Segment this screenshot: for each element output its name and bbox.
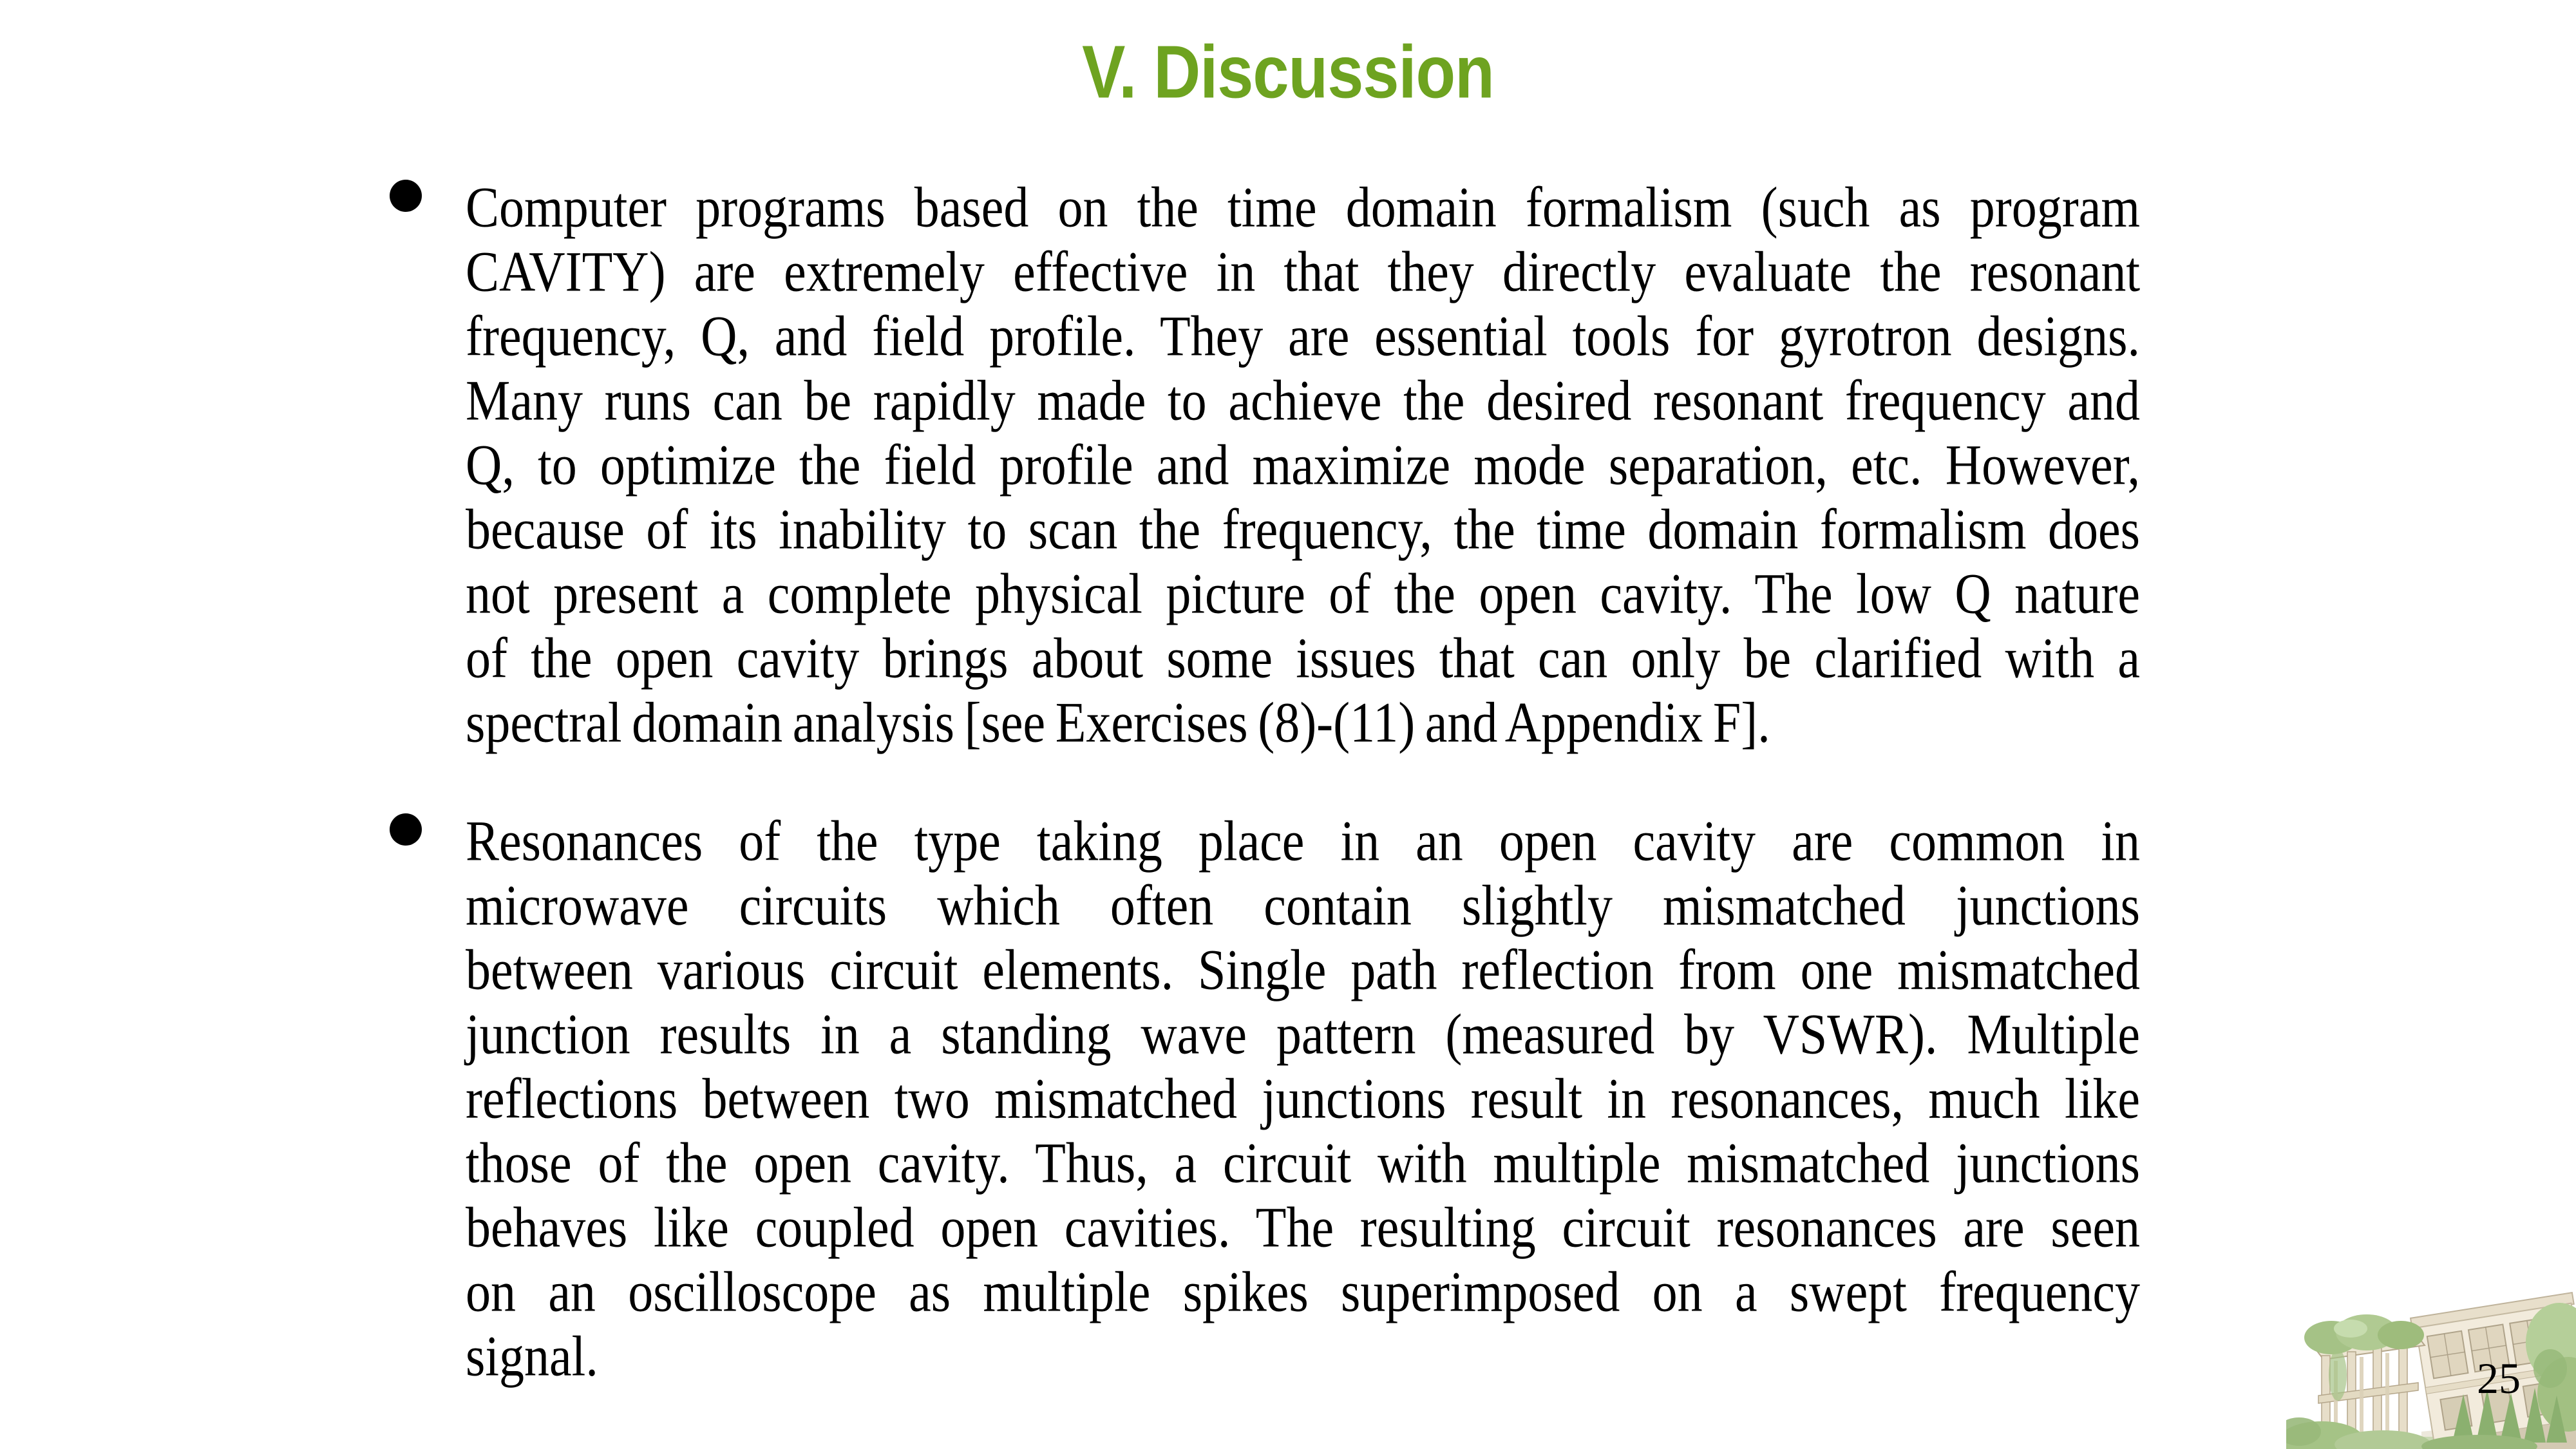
body-line: signal. bbox=[466, 1323, 598, 1388]
bullet-icon bbox=[390, 813, 422, 846]
body-line: between various circuit elements. Single path reflection from one mismatched bbox=[466, 937, 2140, 1002]
body-line: frequency, Q, and field profile. They are essential tools for gyrotron designs. bbox=[466, 303, 2140, 368]
body-line: behaves like coupled open cavities. The resulting circuit resonances are seen bbox=[466, 1195, 2140, 1260]
body-line: of the open cavity brings about some issues that can only be clarified with a bbox=[466, 625, 2140, 690]
body-line: Many runs can be rapidly made to achieve the desired resonant frequency and bbox=[466, 368, 2140, 433]
body-line: spectral domain analysis [see Exercises (8)-(11) and Appendix F]. bbox=[466, 690, 1770, 755]
body-line: Q, to optimize the field profile and maximize mode separation, etc. However, bbox=[466, 432, 2140, 497]
bullet-item-2 bbox=[466, 809, 2140, 1388]
body-line: microwave circuits which often contain slightly mismatched junctions bbox=[466, 873, 2140, 938]
page-number: 25 bbox=[2477, 1354, 2521, 1403]
bullet-item-1 bbox=[466, 175, 2140, 755]
body-line: junction results in a standing wave pattern (measured by VSWR). Multiple bbox=[466, 1001, 2140, 1066]
slide-title: V. Discussion bbox=[1082, 30, 1494, 115]
body-line: on an oscilloscope as multiple spikes superimposed on a swept frequency bbox=[466, 1259, 2140, 1324]
body-line: those of the open cavity. Thus, a circuit with multiple mismatched junctions bbox=[466, 1130, 2140, 1195]
body-line: not present a complete physical picture of the open cavity. The low Q nature bbox=[466, 561, 2140, 626]
body-line: because of its inability to scan the frequency, the time domain formalism does bbox=[466, 497, 2140, 562]
body-line: CAVITY) are extremely effective in that they directly evaluate the resonant bbox=[466, 239, 2140, 304]
bullet-icon bbox=[390, 180, 422, 212]
body-line: Computer programs based on the time domain formalism (such as program bbox=[466, 175, 2140, 240]
body-line: Resonances of the type taking place in an open cavity are common in bbox=[466, 808, 2140, 873]
body-line: reflections between two mismatched junctions result in resonances, much like bbox=[466, 1066, 2140, 1131]
campus-building-illustration bbox=[2286, 1278, 2576, 1449]
